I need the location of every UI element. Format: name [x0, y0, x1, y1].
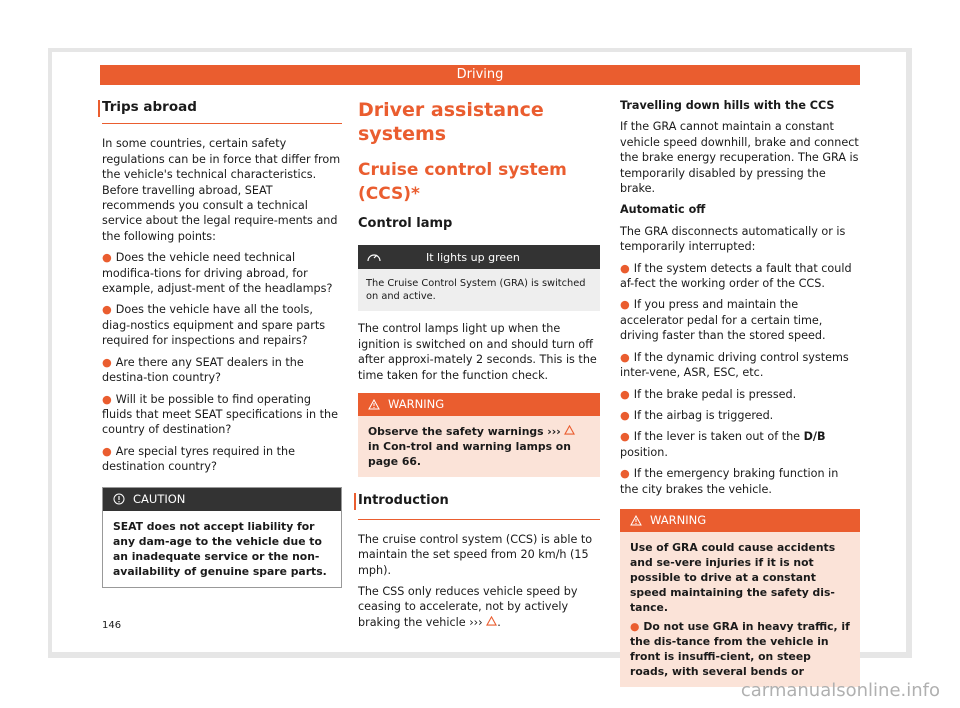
warning-triangle-icon [564, 425, 575, 435]
bullet-item [102, 355, 342, 386]
bullet-icon: ● [630, 620, 640, 634]
heading-accent-bar [354, 493, 356, 510]
bullet-text: Will it be possible to find operating fluids that meet SEAT specifications in the country of destination? [102, 392, 339, 437]
bullet-icon: ● [620, 430, 630, 444]
caution-text: SEAT does not accept liability for any dam-age to the vehicle due to an inadequate service or the non-availability of genuine spare parts. [113, 519, 327, 578]
downhill-heading: Travelling down hills with the CCS [620, 99, 835, 112]
warning-box [358, 393, 600, 477]
warning-text [358, 416, 600, 477]
bullet-item [102, 444, 342, 475]
intro-paragraph: The cruise control system (CCS) is able to maintain the set speed from 20 km/h (15 mph). [358, 532, 593, 577]
bullet-icon: ● [102, 251, 112, 265]
bullet-text: If the emergency braking function in the city brakes the vehicle. [620, 467, 839, 496]
bullet-icon: ● [620, 298, 630, 312]
warning-triangle-icon [368, 399, 380, 410]
bullet-icon: ● [620, 387, 630, 401]
bullet-item [620, 387, 860, 402]
warning-label: WARNING [650, 512, 707, 527]
bullet-item [102, 392, 342, 438]
watermark: carmanualsonline.info [740, 680, 940, 701]
warning-bullet-text: Do not use GRA in heavy traffic, if the dis-tance from the vehicle in front is insuffi-cient, on steep roads, with several bends or [630, 620, 850, 679]
warning-text [620, 532, 860, 687]
lamp-explanation: The control lamps light up when the ignition is switched on and should turn off after approxi-mately 2 seconds. This is the time taken for the function check. [358, 322, 597, 382]
bullet-icon: ● [620, 408, 630, 422]
bullet-item [620, 261, 860, 292]
bullet-item [102, 250, 342, 296]
bullet-text: Does the vehicle need technical modifica-tions for driving abroad, for example, adjust-ment of the headlamps? [102, 251, 333, 296]
bullet-icon: ● [102, 392, 112, 406]
section-title: Cruise control system (CCS)* [358, 160, 567, 204]
lamp-status: It lights up green [426, 250, 520, 264]
warning-text-end: in Con-trol and warning lamps on page 66. [368, 440, 571, 469]
bullet-text: If the brake pedal is pressed. [633, 387, 797, 401]
bullet-text: Does the vehicle have all the tools, diag-nostics equipment and spare parts required for inspections and repairs? [102, 303, 326, 348]
bullet-text: If the system detects a fault that could af-fect the working order of the CCS. [620, 261, 852, 291]
warning-paragraph: Use of GRA could cause accidents and se-vere injuries if it is not possible to drive at a constant speed maintaining the safety dis-tance. [630, 541, 836, 615]
bullet-text: If the dynamic driving control systems inter-vene, ASR, ESC, etc. [620, 350, 849, 380]
bullet-item [620, 297, 860, 343]
bullet-item [620, 466, 860, 497]
warning-box [620, 509, 860, 687]
bullet-icon: ● [620, 350, 630, 364]
section-header: Driving [100, 65, 860, 85]
bullet-text: Are special tyres required in the destination country? [102, 444, 295, 474]
warning-triangle-icon [630, 515, 642, 526]
bullet-text: If the lever is taken out of the [633, 430, 801, 444]
introduction-heading [358, 493, 600, 519]
bullet-item [620, 350, 860, 381]
heading-text: Trips abroad [102, 99, 197, 115]
heading-text: Introduction [358, 493, 449, 509]
chapter-title: Driver assistance systems [358, 99, 544, 145]
column-trips-abroad [102, 98, 342, 588]
control-lamp-heading: Control lamp [358, 216, 453, 231]
trips-intro: In some countries, certain safety regulations can be in force that differ from the vehicle's technical characteristics. Before travelling abroad, SEAT recommends you consult a technical service about the legal require-ments and the following points: [102, 137, 341, 243]
bullet-text: If you press and maintain the accelerator pedal for a certain time, driving faster than the stored speed. [620, 298, 826, 343]
intro-paragraph [358, 584, 600, 630]
column-cruise-control [358, 98, 600, 636]
intro-text: The CSS only reduces vehicle speed by ceasing to accelerate, not by actively braking the vehicle ››› [358, 585, 578, 629]
bullet-item [620, 408, 860, 423]
warning-text-start: Observe the safety warnings ››› [368, 425, 561, 439]
bullet-item [102, 302, 342, 348]
column-cruise-control-cont [620, 98, 860, 703]
caution-label: CAUTION [133, 491, 186, 506]
caution-header [103, 488, 341, 511]
warning-header [358, 393, 600, 416]
caution-icon [113, 493, 125, 505]
page-number: 146 [102, 620, 122, 631]
bullet-icon: ● [620, 261, 630, 275]
bullet-item [620, 429, 860, 460]
warning-paragraph [630, 619, 850, 679]
bullet-icon: ● [102, 444, 112, 458]
lamp-table-row [358, 245, 600, 269]
lamp-description: The Cruise Control System (GRA) is switched on and active. [358, 269, 600, 311]
gear-position: D/B [803, 430, 826, 444]
warning-label: WARNING [388, 397, 445, 412]
warning-header [620, 509, 860, 532]
bullet-icon: ● [102, 303, 112, 317]
warning-triangle-icon [486, 616, 497, 626]
caution-box [102, 487, 342, 588]
heading-trips-abroad [102, 100, 342, 124]
speedometer-icon [366, 250, 426, 264]
bullet-text: Are there any SEAT dealers in the destina-tion country? [102, 355, 304, 385]
downhill-text: If the GRA cannot maintain a constant vehicle speed downhill, brake and connect the brake energy recuperation. The GRA is temporarily disabled by pressing the brake. [620, 120, 859, 196]
bullet-icon: ● [620, 467, 630, 481]
intro-text-end: . [497, 615, 501, 629]
bullet-text: position. [620, 445, 668, 459]
heading-accent-bar [98, 100, 100, 117]
auto-off-text: The GRA disconnects automatically or is temporarily interrupted: [620, 224, 846, 254]
bullet-icon: ● [102, 355, 112, 369]
auto-off-heading: Automatic off [620, 203, 706, 217]
bullet-text: If the airbag is triggered. [633, 408, 774, 422]
